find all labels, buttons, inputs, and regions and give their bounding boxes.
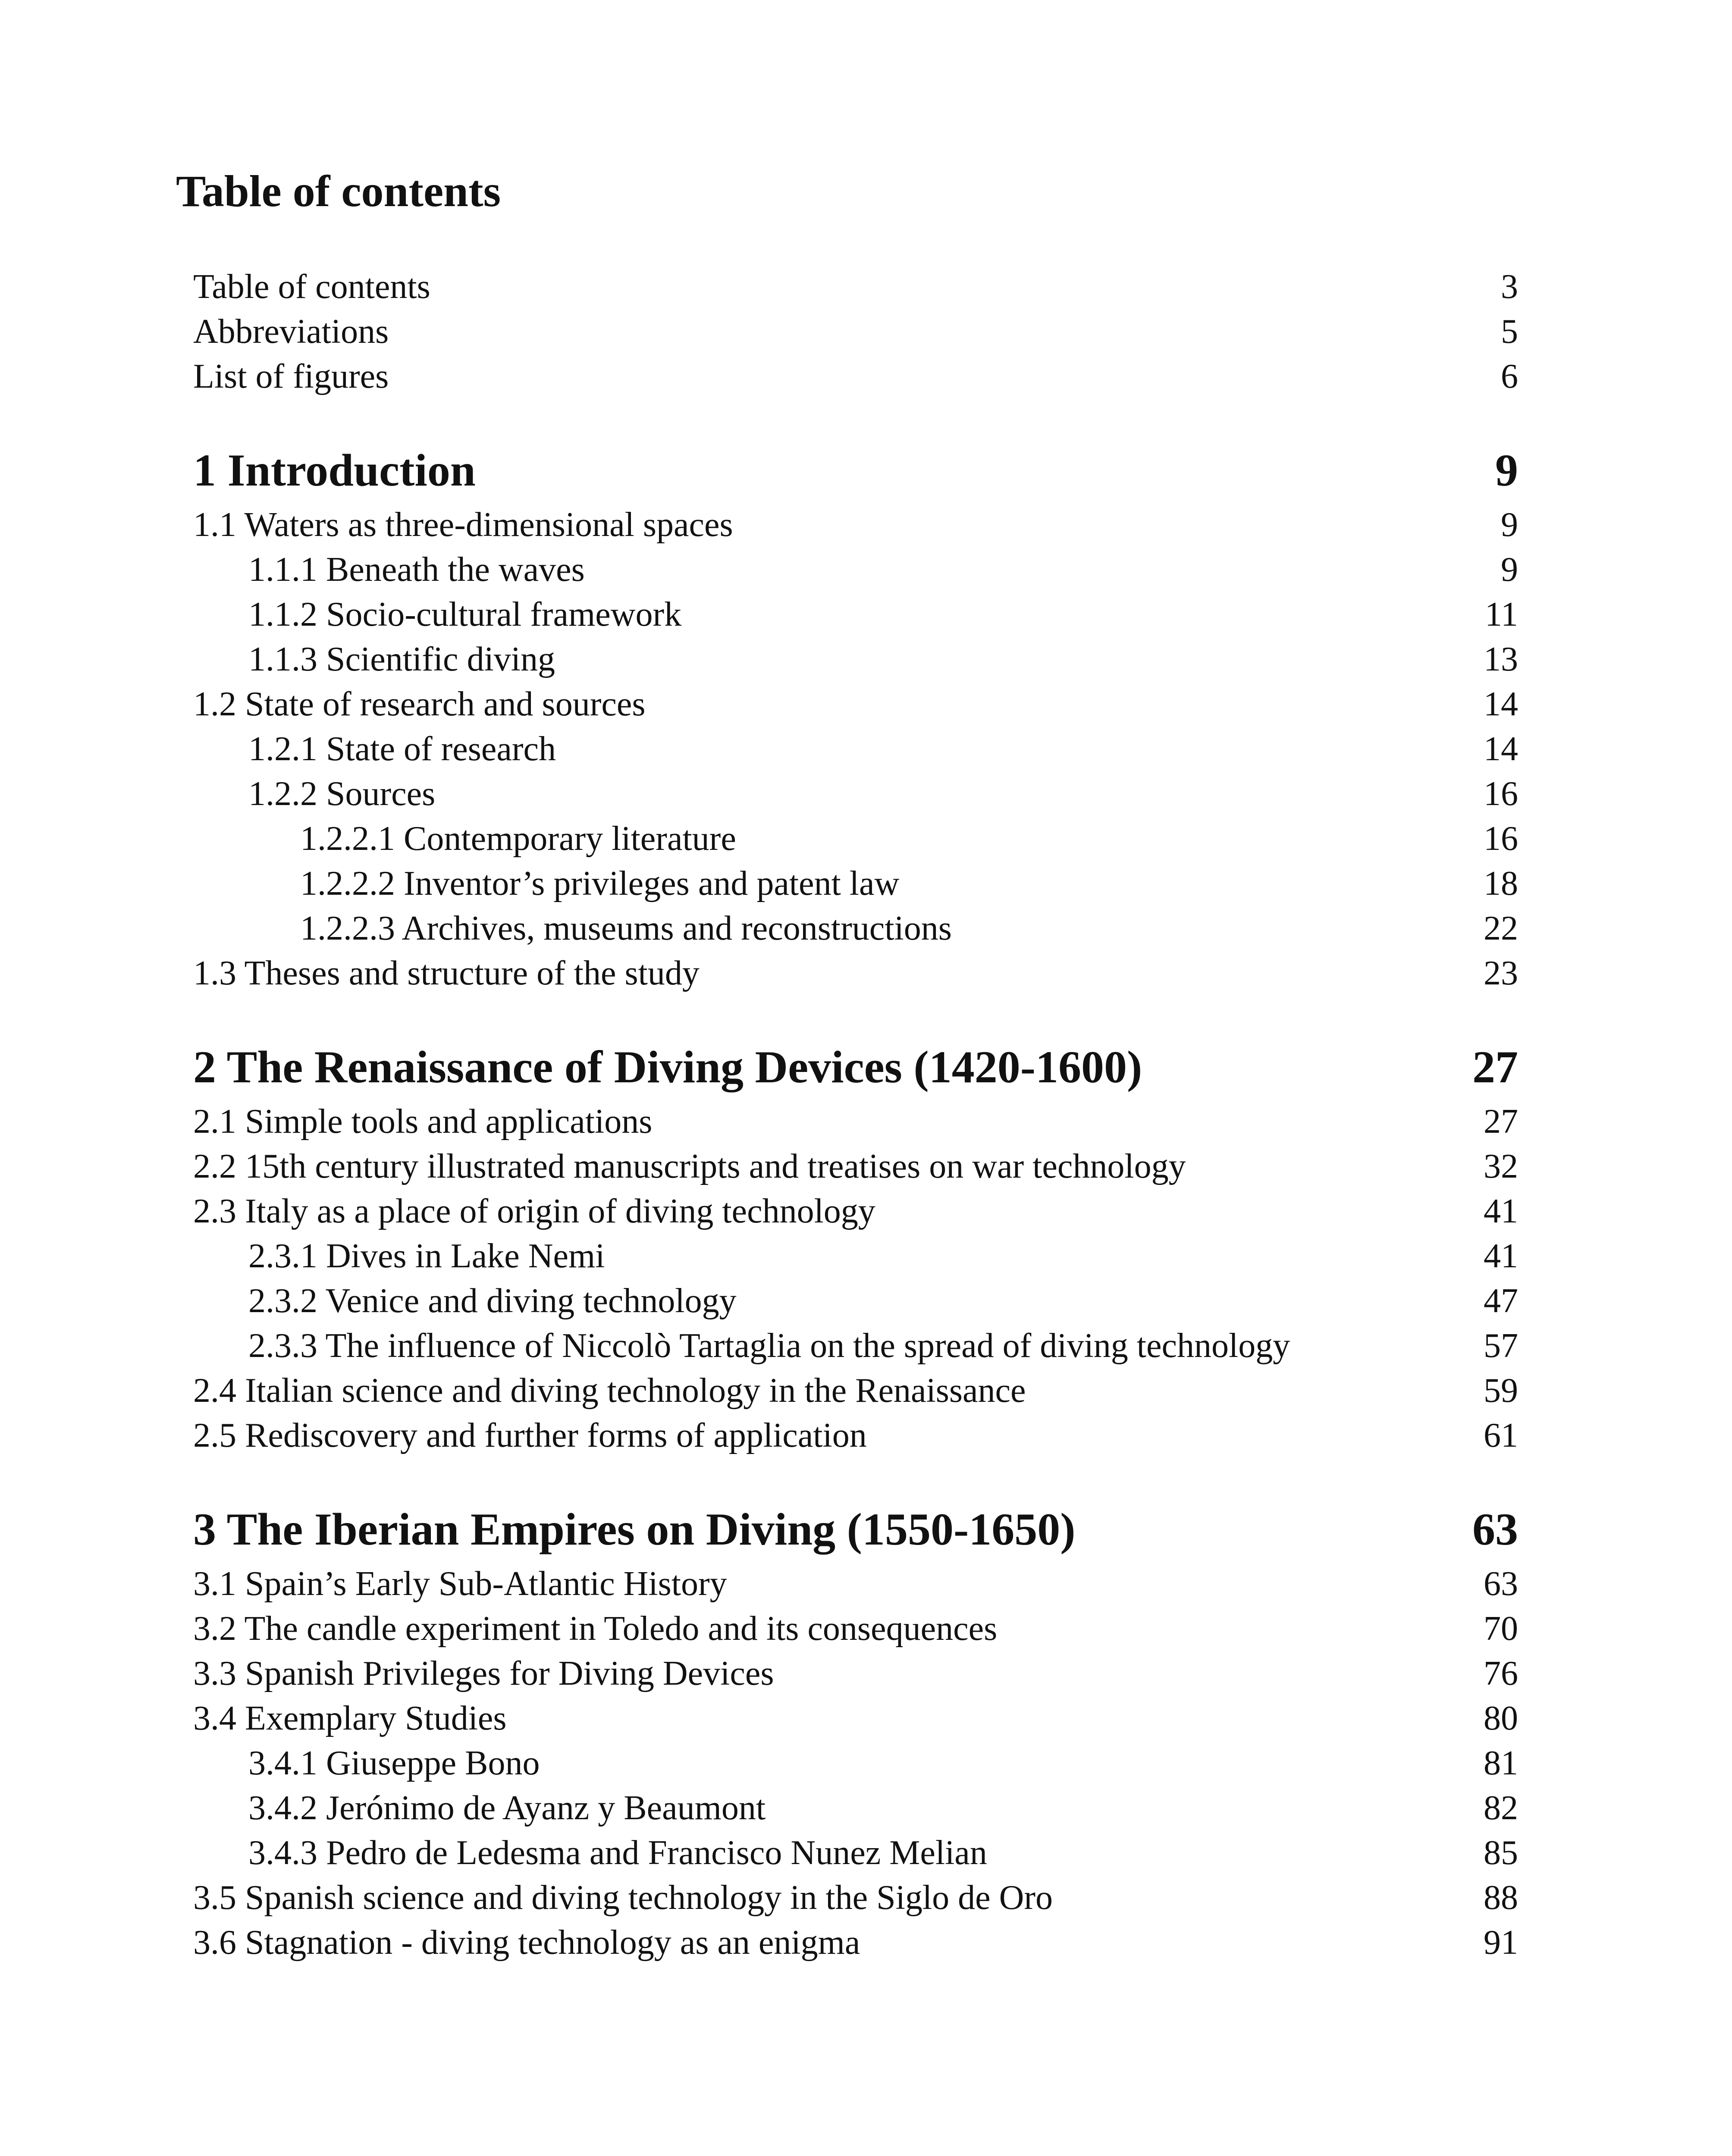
toc-entry-title: 1.2.1 State of research xyxy=(248,730,556,768)
toc-entry xyxy=(193,1789,1518,1828)
toc-entry-title: 2.3.2 Venice and diving technology xyxy=(248,1282,737,1320)
toc-entry-page: 13 xyxy=(1484,640,1518,678)
toc-entry-title: 1 Introduction xyxy=(193,445,476,495)
toc-entry-title: 1.2.2.2 Inventor’s privileges and patent law xyxy=(300,865,900,903)
toc-entry-title: 1.2.2.3 Archives, museums and reconstructions xyxy=(300,909,952,947)
toc-entry-page: 63 xyxy=(1484,1565,1518,1603)
toc-entry-title: 2 The Renaissance of Diving Devices (1420-1600) xyxy=(193,1042,1142,1092)
toc-entry-page: 91 xyxy=(1484,1924,1518,1962)
toc-entry-abbreviations xyxy=(193,312,1518,351)
toc-entry-page: 57 xyxy=(1484,1327,1518,1365)
toc-entry-page: 85 xyxy=(1484,1834,1518,1872)
toc-entry xyxy=(193,1147,1518,1186)
toc-entry-title: 1.1.1 Beneath the waves xyxy=(248,551,585,589)
toc-entry-title: 2.3 Italy as a place of origin of diving technology xyxy=(193,1192,875,1230)
toc-entry-page: 9 xyxy=(1501,551,1518,589)
toc-entry-title: 2.5 Rediscovery and further forms of application xyxy=(193,1416,867,1454)
toc-entry-title: 1.1.2 Socio-cultural framework xyxy=(248,595,682,633)
toc-entry xyxy=(193,819,1518,859)
toc-entry-page: 5 xyxy=(1501,313,1518,351)
toc-entry-title: 3.4.1 Giuseppe Bono xyxy=(248,1744,540,1782)
toc-entry-page: 76 xyxy=(1484,1655,1518,1692)
toc-entry-table-of-contents xyxy=(193,267,1518,307)
toc-entry-page: 81 xyxy=(1484,1744,1518,1782)
toc-entry-title: List of figures xyxy=(193,357,389,395)
toc-entry-page: 16 xyxy=(1484,775,1518,813)
toc-entry-title: 1.3 Theses and structure of the study xyxy=(193,954,700,992)
toc-entry xyxy=(193,1609,1518,1648)
toc-entry xyxy=(193,909,1518,948)
toc-entry xyxy=(193,1923,1518,1962)
toc-entry-page: 59 xyxy=(1484,1372,1518,1410)
toc-entry-title: Table of contents xyxy=(193,268,430,306)
toc-entry-page: 14 xyxy=(1484,730,1518,768)
toc-entry-page: 27 xyxy=(1472,1042,1518,1092)
toc-entry-title: 2.2 15th century illustrated manuscripts and treatises on war technology xyxy=(193,1147,1186,1185)
toc-entry-title: 3.6 Stagnation - diving technology as an enigma xyxy=(193,1924,860,1962)
toc-entry xyxy=(193,774,1518,814)
toc-entry-title: 1.1.3 Scientific diving xyxy=(248,640,555,678)
toc-entry-page: 14 xyxy=(1484,685,1518,723)
toc-entry xyxy=(193,1282,1518,1321)
toc-entry xyxy=(193,505,1518,545)
toc-entry-page: 9 xyxy=(1501,506,1518,544)
toc-entry-page: 16 xyxy=(1484,820,1518,858)
toc-entry-page: 6 xyxy=(1501,357,1518,395)
toc-entry xyxy=(193,595,1518,634)
toc-entry xyxy=(193,640,1518,679)
toc-entry-page: 9 xyxy=(1495,445,1518,495)
page-title: Table of contents xyxy=(176,166,501,216)
toc-entry xyxy=(193,1102,1518,1141)
toc-entry-page: 88 xyxy=(1484,1879,1518,1917)
toc-entry-page: 61 xyxy=(1484,1416,1518,1454)
toc-entry xyxy=(193,1416,1518,1455)
toc-entry-title: 1.2.2 Sources xyxy=(248,775,436,813)
toc-entry xyxy=(193,550,1518,589)
toc-entry-page: 18 xyxy=(1484,865,1518,903)
toc-entry-title: 2.4 Italian science and diving technology in the Renaissance xyxy=(193,1372,1026,1410)
toc-entry-title: 2.3.3 The influence of Niccolò Tartaglia on the spread of diving technology xyxy=(248,1327,1290,1365)
toc-chapter-1 xyxy=(193,444,1518,497)
toc-entry xyxy=(193,1699,1518,1738)
toc-entry-page: 70 xyxy=(1484,1610,1518,1648)
toc-entry-page: 41 xyxy=(1484,1192,1518,1230)
toc-entry-page: 3 xyxy=(1501,268,1518,306)
toc-entry-title: 3.4.3 Pedro de Ledesma and Francisco Nunez Melian xyxy=(248,1834,987,1872)
toc-entry-page: 11 xyxy=(1484,595,1518,633)
toc-entry-title: 3.3 Spanish Privileges for Diving Devices xyxy=(193,1655,774,1692)
toc-entry xyxy=(193,864,1518,903)
toc-entry-title: 3.4 Exemplary Studies xyxy=(193,1699,507,1737)
toc-chapter-2 xyxy=(193,1041,1518,1094)
toc-entry-title: 1.1 Waters as three-dimensional spaces xyxy=(193,506,733,544)
toc-entry-title: Abbreviations xyxy=(193,313,389,351)
toc-entry-title: 1.2.2.1 Contemporary literature xyxy=(300,820,736,858)
toc-entry-page: 82 xyxy=(1484,1789,1518,1827)
toc-entry xyxy=(193,1744,1518,1783)
toc-entry-page: 80 xyxy=(1484,1699,1518,1737)
toc-entry xyxy=(193,1326,1518,1366)
toc-entry-title: 3.1 Spain’s Early Sub-Atlantic History xyxy=(193,1565,727,1603)
toc-entry-title: 2.3.1 Dives in Lake Nemi xyxy=(248,1237,605,1275)
toc-entry-page: 23 xyxy=(1484,954,1518,992)
toc-entry xyxy=(193,1564,1518,1604)
toc-entry-title: 1.2 State of research and sources xyxy=(193,685,646,723)
toc-entry-page: 22 xyxy=(1484,909,1518,947)
toc-entry-title: 3.2 The candle experiment in Toledo and its consequences xyxy=(193,1610,998,1648)
toc-entry xyxy=(193,1654,1518,1693)
toc-entry xyxy=(193,685,1518,724)
toc-chapter-3 xyxy=(193,1503,1518,1556)
toc-entry-list-of-figures xyxy=(193,357,1518,396)
toc-entry xyxy=(193,1237,1518,1276)
toc-entry xyxy=(193,954,1518,993)
toc-entry-title: 2.1 Simple tools and applications xyxy=(193,1103,653,1141)
toc-entry-page: 41 xyxy=(1484,1237,1518,1275)
toc-entry xyxy=(193,730,1518,769)
toc-entry xyxy=(193,1878,1518,1918)
toc-entry-title: 3.4.2 Jerónimo de Ayanz y Beaumont xyxy=(248,1789,766,1827)
toc-entry xyxy=(193,1371,1518,1410)
toc-entry-page: 47 xyxy=(1484,1282,1518,1320)
toc-entry-page: 32 xyxy=(1484,1147,1518,1185)
toc-entry-title: 3.5 Spanish science and diving technology in the Siglo de Oro xyxy=(193,1879,1053,1917)
toc-entry xyxy=(193,1192,1518,1231)
toc-entry-page: 27 xyxy=(1484,1103,1518,1141)
toc-entry xyxy=(193,1833,1518,1873)
toc-entry-title: 3 The Iberian Empires on Diving (1550-1650) xyxy=(193,1504,1076,1554)
toc-entry-page: 63 xyxy=(1472,1504,1518,1554)
